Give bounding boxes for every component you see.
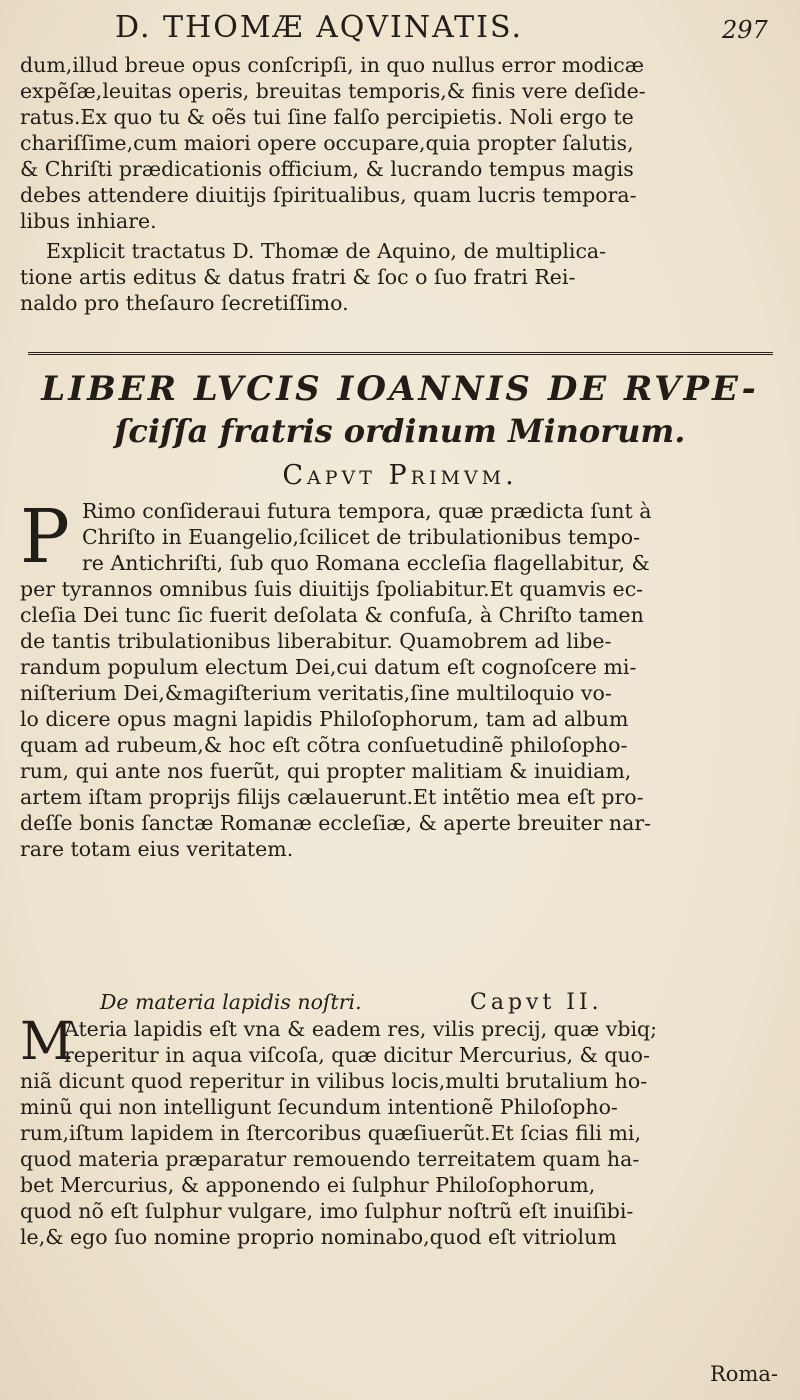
text-line: debes attendere diuitijs ſpiritualibus, quam lucris tempora-: [20, 183, 637, 207]
chapter-2-text: [20, 1012, 790, 1250]
text-line: artem iſtam proprijs filijs cælauerunt.Et intẽtio mea eſt pro-: [20, 785, 644, 809]
text-line: Chriſto in Euangelio,ſcilicet de tribulationibus tempo-: [82, 525, 641, 549]
text-line: Explicit tractatus D. Thomæ de Aquino, de multiplica-: [46, 239, 607, 263]
text-line: bet Mercurius, & apponendo ei ſulphur Philoſophorum,: [20, 1173, 596, 1197]
text-line: quam ad rubeum,& hoc eſt cõtra conſuetudinẽ philoſopho-: [20, 733, 628, 757]
text-line: rare totam eius veritatem.: [20, 837, 294, 861]
text-line: cleſia Dei tunc ſic fuerit deſolata & confuſa, à Chriſto tamen: [20, 603, 644, 627]
text-line: lo dicere opus magni lapidis Philoſophorum, tam ad album: [20, 707, 629, 731]
text-line: quod nõ eſt ſulphur vulgare, imo ſulphur noſtrũ eſt inuiſibi-: [20, 1199, 634, 1223]
text-line: rum, qui ante nos fuerũt, qui propter malitiam & inuidiam,: [20, 759, 632, 783]
text-line: quod materia præparatur remouendo terreitatem quam ha-: [20, 1147, 640, 1171]
book-title-line-1: LIBER LVCIS IOANNIS DE RVPE-: [41, 369, 759, 409]
text-line: re Antichriſti, ſub quo Romana eccleſia flagellabitur, &: [82, 551, 650, 575]
chapter-2-heading-row: [20, 990, 790, 1016]
book-title: [20, 368, 780, 452]
text-line: minũ qui non intelligunt ſecundum intentionẽ Philoſopho-: [20, 1095, 618, 1119]
text-line: & Chriſti prædicationis officium, & lucrando tempus magis: [20, 157, 634, 181]
text-line: libus inhiare.: [20, 209, 157, 233]
text-line: chariſſime,cum maiori opere occupare,quia propter ſalutis,: [20, 131, 634, 155]
text-line: deſſe bonis ſanctæ Romanæ eccleſiæ, & aperte breuiter nar-: [20, 811, 652, 835]
text-line: rum,iſtum lapidem in ſtercoribus quæſiuerũt.Et ſcias fili mi,: [20, 1121, 641, 1145]
book-title-line-2: ſciſſa fratris ordinum Minorum.: [114, 412, 686, 450]
running-title: D. THOMÆ AQVINATIS.: [115, 10, 524, 45]
text-line: randum populum electum Dei,cui datum eſt cognoſcere mi-: [20, 655, 637, 679]
text-line: Rimo conſideraui futura tempora, quæ prædicta ſunt à: [82, 499, 652, 523]
closing-paragraph: [20, 52, 785, 234]
page-number: 297: [722, 16, 768, 44]
chapter-1-text: [20, 494, 790, 862]
chapter-2-subheading: De materia lapidis noſtri.: [100, 990, 362, 1014]
text-line: tione artis editus & datus fratri & ſoc o ſuo fratri Rei-: [20, 265, 576, 289]
text-line: ratus.Ex quo tu & oẽs tui ſine falſo percipietis. Noli ergo te: [20, 105, 634, 129]
text-line: per tyrannos omnibus ſuis diuitijs ſpoliabitur.Et quamvis ec-: [20, 577, 644, 601]
text-line: reperitur in aqua viſcoſa, quæ dicitur Mercurius, & quo-: [64, 1043, 650, 1067]
catchword: Roma-: [710, 1362, 778, 1386]
chapter-1-dropcap: P: [20, 494, 70, 580]
text-line: expẽſæ,leuitas operis, breuitas temporis,& finis vere deſide-: [20, 79, 646, 103]
page-header: [0, 6, 800, 46]
section-divider: [28, 352, 773, 358]
explicit-paragraph: [20, 238, 785, 316]
text-line: niã dicunt quod reperitur in vilibus locis,multi brutalium ho-: [20, 1069, 648, 1093]
text-line: de tantis tribulationibus liberabitur. Quamobrem ad libe-: [20, 629, 612, 653]
text-line: dum,illud breue opus conſcripſi, in quo nullus error modicæ: [20, 53, 644, 77]
chapter-2-dropcap: M: [20, 1012, 74, 1072]
text-line: le,& ego ſuo nomine proprio nominabo,quod eſt vitriolum: [20, 1225, 617, 1249]
chapter-2-heading: Capvt II.: [470, 990, 603, 1015]
text-line: niſterium Dei,&magiſterium veritatis,ſine multiloquio vo-: [20, 681, 612, 705]
chapter-1-heading: Capvt Primvm.: [282, 460, 518, 491]
text-line: naldo pro theſauro ſecretiſſimo.: [20, 291, 349, 315]
text-line: Ateria lapidis eſt vna & eadem res, vilis precij, quæ vbiq;: [64, 1017, 658, 1041]
